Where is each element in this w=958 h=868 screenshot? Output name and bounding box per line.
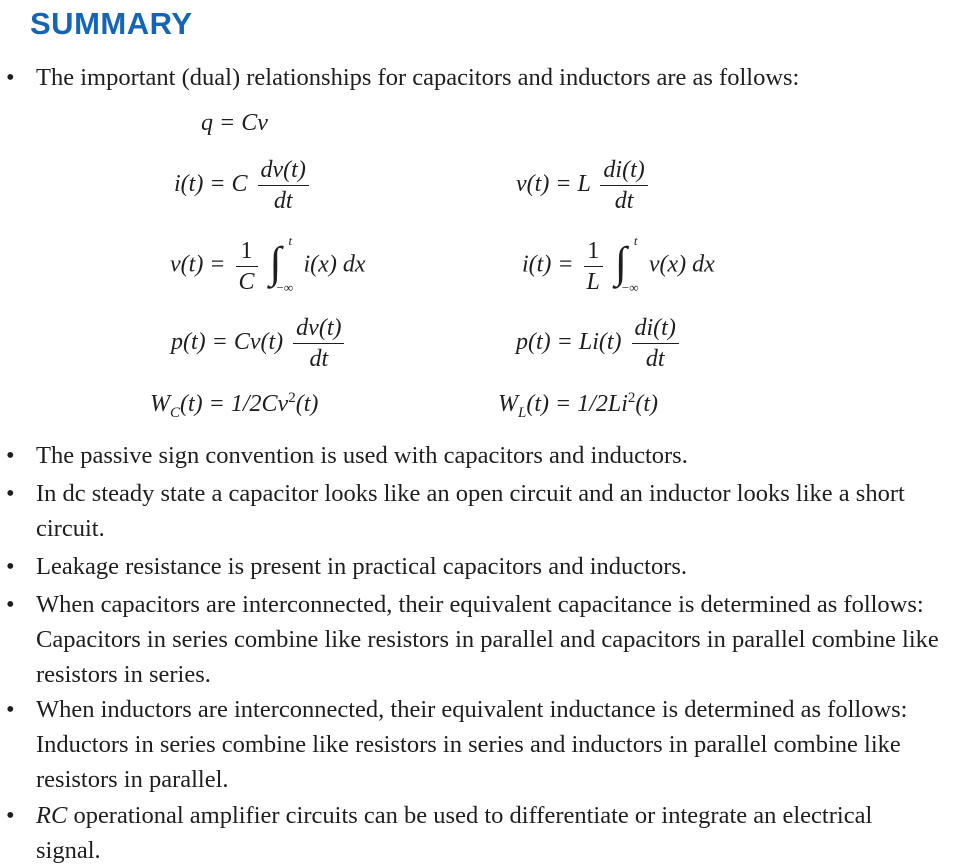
integral-icon: ∫ t −∞ (269, 233, 294, 295)
integral-icon: ∫ t −∞ (614, 233, 639, 295)
bullet-icon: • (6, 442, 15, 469)
bullet-item: • The passive sign convention is used with capacitors and inductors. (36, 438, 936, 473)
fraction: $\frac{1}{C}$ (236, 236, 258, 297)
equation-charge: q = Cv (201, 110, 268, 136)
intro-bullet (6, 60, 936, 95)
bullet-item: • When capacitors are interconnected, their equivalent capacitance is determined as follows: Capacitors in series combine like resistors in parallel and capacitors in parallel combine like resistors in series. (36, 587, 954, 692)
rc-label: RC (36, 802, 68, 829)
bullet-item: • When inductors are interconnected, their equivalent inductance is determined as follows: Inductors in series combine like resistors in series and inductors in parallel combine like resistors in parallel. (36, 692, 951, 797)
equation-inductor-power: p(t) = Li(t) $\frac{di(t)}{dt}$ (516, 313, 683, 374)
bullet-item: • Leakage resistance is present in practical capacitors and inductors. (36, 549, 936, 584)
fraction: $\frac{di(t)}{dt}$ (632, 313, 679, 374)
intro-text: The important (dual) relationships for capacitors and inductors are as follows: (36, 64, 800, 91)
bullet-item: • RC operational amplifier circuits can be used to differentiate or integrate an electrical signal. (36, 798, 936, 868)
fraction: $\frac{di(t)}{dt}$ (600, 155, 647, 216)
bullet-icon: • (6, 64, 15, 91)
equation-capacitor-voltage: v(t) = $\frac{1}{C}$ ∫ t −∞ i(x) dx (170, 233, 366, 295)
bullet-icon: • (6, 591, 15, 618)
equation-inductor-current: i(t) = $\frac{1}{L}$ ∫ t −∞ v(x) dx (522, 233, 715, 295)
bullet-icon: • (6, 802, 15, 829)
equation-inductor-energy: $W_L(t) = 1/2Li^2(t)$ (498, 390, 659, 421)
bullet-icon: • (6, 480, 15, 507)
equation-capacitor-energy: $W_C(t) = 1/2Cv^2(t)$ (150, 390, 319, 421)
summary-heading: SUMMARY (30, 6, 193, 41)
equation-capacitor-current: i(t) = C $\frac{dv(t)}{dt}$ (174, 155, 313, 216)
bullet-item: • In dc steady state a capacitor looks like an open circuit and an inductor looks like a short circuit. (36, 476, 936, 546)
fraction: $\frac{dv(t)}{dt}$ (258, 155, 309, 216)
equation-inductor-voltage: v(t) = L $\frac{di(t)}{dt}$ (516, 155, 652, 216)
bullet-icon: • (6, 696, 15, 723)
fraction: $\frac{1}{L}$ (584, 236, 603, 297)
bullet-icon: • (6, 553, 15, 580)
fraction: $\frac{dv(t)}{dt}$ (293, 313, 344, 374)
equation-capacitor-power: p(t) = Cv(t) $\frac{dv(t)}{dt}$ (171, 313, 348, 374)
